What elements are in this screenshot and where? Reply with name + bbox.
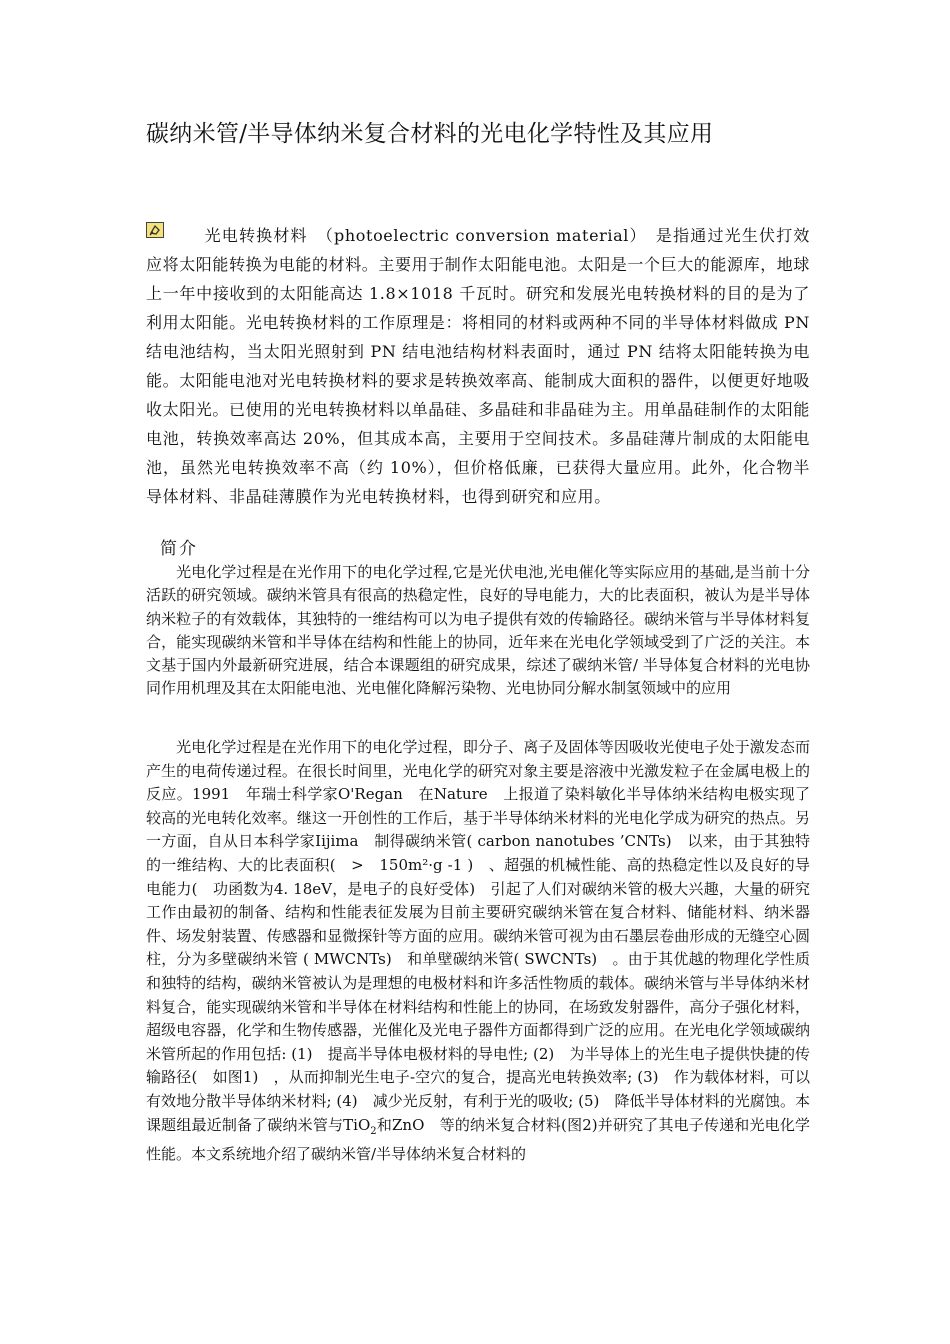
body-paragraph-1: 光电化学过程是在光作用下的电化学过程,它是光伏电池,光电催化等实际应用的基础,是当前十分活跃的研究领域。碳纳米管具有很高的热稳定性，良好的导电能力，大的比表面积，被认为是半导体纳米粒子的有效载体，其独特的一维结构可以为电子提供有效的传输路径。碳纳米管与半导体材料复合，能实现碳纳米管和半导体在结构和性能上的协同，近年来在光电化学领域受到了广泛的关注。本文基于国内外最新研究进展，结合本课题组的研究成果，综述了碳纳米管/ 半导体复合材料的光电协同作用机理及其在太阳能电池、光电催化降解污染物、光电协同分解水制氢领域中的应用 [146,563,810,698]
body-paragraph-2-text-a: 光电化学过程是在光作用下的电化学过程，即分子、离子及固体等因吸收光使电子处于激发态而产生的电荷传递过程。在很长时间里，光电化学的研究对象主要是溶液中光激发粒子在金属电极上的反应。1991 年瑞士科学家O'Regan 在Nature 上报道了染料敏化半导体纳米结构电极实现了较高的光电转化效率。继这一开创性的工作后，基于半导体纳米材料的光电化学成为研究的热点。另一方面，自从日本科学家Iijima 制得碳纳米管( carbon nanotubes ’CNTs) 以来，由于其独特的一维结构、大的比表面积( > 150m²·g -1 ) 、超强的机械性能、高的热稳定性以及良好的导电能力( 功函数为4. 18eV，是电子的良好受体) 引起了人们对碳纳米管的极大兴趣，大量的研究工作由最初的制备、结构和性能表征发展为目前主要研究碳纳米管在复合材料、储能材料、纳米器件、场发射装置、传感器和显微探针等方面的应用。碳纳米管可视为由石墨层卷曲形成的无缝空心圆柱，分为多壁碳纳米管 ( MWCNTs) 和单壁碳纳米管( SWCNTs) 。由于其优越的物理化学性质和独特的结构，碳纳米管被认为是理想的电极材料和许多活性物质的载体。碳纳米管与半导体纳米材料复合，能实现碳纳米管和半导体在材料结构和性能上的协同，在场致发射器件，高分子强化材料，超级电容器，化学和生物传感器，光催化及光电子器件方面都得到广泛的应用。在光电化学领域碳纳米管所起的作用包括: (1) 提高半导体电极材料的导电性; (2) 为半导体上的光生电子提供快捷的传输路径( 如图1) ，从而抑制光生电子-空穴的复合，提高光电转换效率; (3) 作为载体材料，可以有效地分散半导体纳米材料; (4) 减少光反射，有利于光的吸收; (5) 降低半导体材料的光腐蚀。本课题组最近制备了碳纳米管与TiO [146,738,810,1134]
body-paragraph-2 [146,736,810,1167]
intro-paragraph-text: 光电转换材料 （photoelectric conversion material） 是指通过光生伏打效应将太阳能转换为电能的材料。主要用于制作太阳能电池。太阳是一个巨大的能源库，地球上一年中接收到的太阳能高达 1.8×1018 千瓦时。研究和发展光电转换材料的目的是为了利用太阳能。光电转换材料的工作原理是：将相同的材料或两种不同的半导体材料做成 PN 结电池结构，当太阳光照射到 PN 结电池结构材料表面时，通过 PN 结将太阳能转换为电能。太阳能电池对光电转换材料的要求是转换效率高、能制成大面积的器件，以便更好地吸收太阳光。已使用的光电转换材料以单晶硅、多晶硅和非晶硅为主。用单晶硅制作的太阳能电池，转换效率高达 20%，但其成本高，主要用于空间技术。多晶硅薄片制成的太阳能电池，虽然光电转换效率不高（约 10%），但价格低廉，已获得大量应用。此外，化合物半导体材料、非晶硅薄膜作为光电转换材料，也得到研究和应用。 [146,226,811,506]
subscript-2: 2 [370,1125,377,1137]
document-title: 碳纳米管/半导体纳米复合材料的光电化学特性及其应用 [146,121,714,147]
section-heading: 简介 [160,539,198,559]
intro-paragraph [146,221,810,511]
body-paragraph-2-text-b: 和ZnO 等的纳米复合材料(图2)并研究了其电子传递和光电化学性能。本文系统地介绍了碳纳米管/半导体纳米复合材料的 [146,1115,810,1164]
